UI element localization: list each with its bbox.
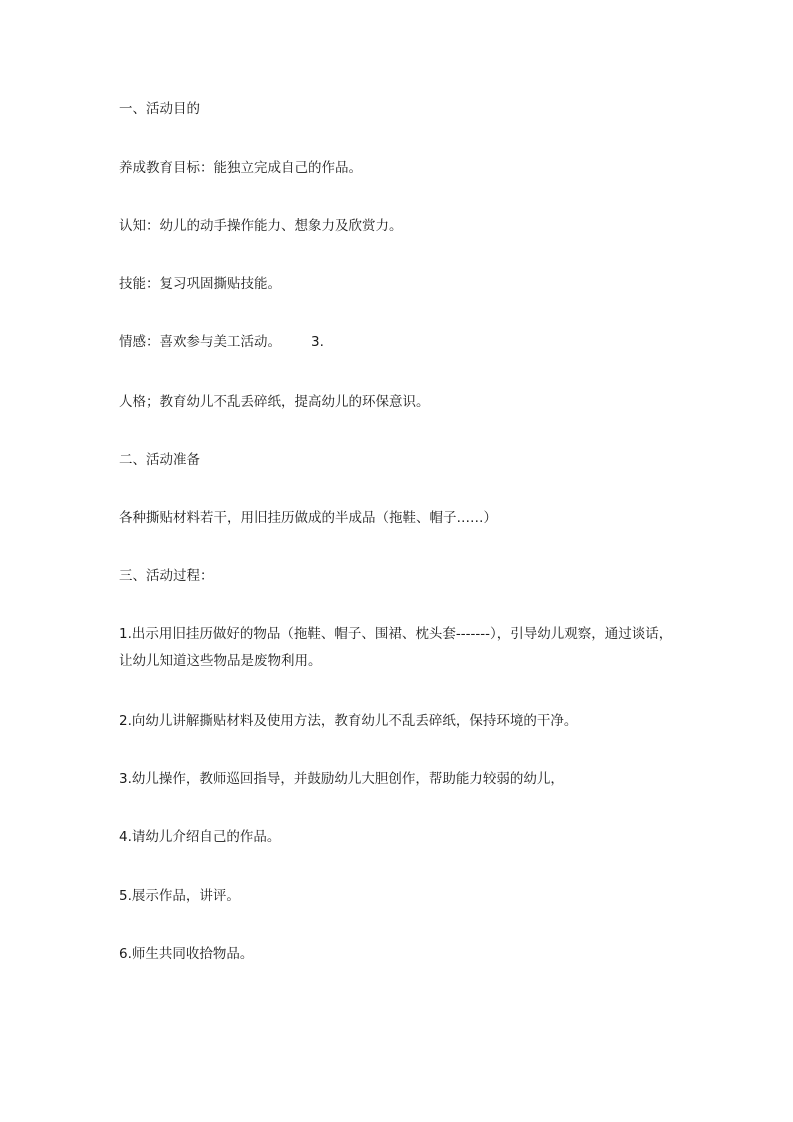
section-heading-process: 三、活动过程： bbox=[119, 568, 214, 584]
paragraph-cognition: 认知：幼儿的动手操作能力、想象力及欣赏力。 bbox=[119, 218, 403, 234]
process-step-3: 3.幼儿操作，教师巡回指导，并鼓励幼儿大胆创作，帮助能力较弱的幼儿， bbox=[119, 771, 564, 787]
process-step-6: 6.师生共同收拾物品。 bbox=[119, 946, 254, 962]
paragraph-materials: 各种撕贴材料若干，用旧挂历做成的半成品（拖鞋、帽子……） bbox=[119, 510, 497, 526]
section-heading-objectives: 一、活动目的 bbox=[119, 101, 200, 117]
paragraph-skill: 技能：复习巩固撕贴技能。 bbox=[119, 276, 281, 292]
process-step-4: 4.请幼儿介绍自己的作品。 bbox=[119, 829, 281, 845]
paragraph-emotion: 情感：喜欢参与美工活动。 3. bbox=[119, 334, 324, 350]
process-step-2: 2.向幼儿讲解撕贴材料及使用方法，教育幼儿不乱丢碎纸，保持环境的干净。 bbox=[119, 713, 578, 729]
section-heading-preparation: 二、活动准备 bbox=[119, 452, 200, 468]
process-step-1: 1.出示用旧挂历做好的物品（拖鞋、帽子、围裙、枕头套-------），引导幼儿观察，通过谈话，让幼儿知道这些物品是废物利用。 bbox=[119, 626, 673, 669]
process-step-5: 5.展示作品，讲评。 bbox=[119, 888, 240, 904]
paragraph-personality: 人格；教育幼儿不乱丢碎纸，提高幼儿的环保意识。 bbox=[119, 394, 430, 410]
paragraph-goal: 养成教育目标：能独立完成自己的作品。 bbox=[119, 160, 362, 176]
